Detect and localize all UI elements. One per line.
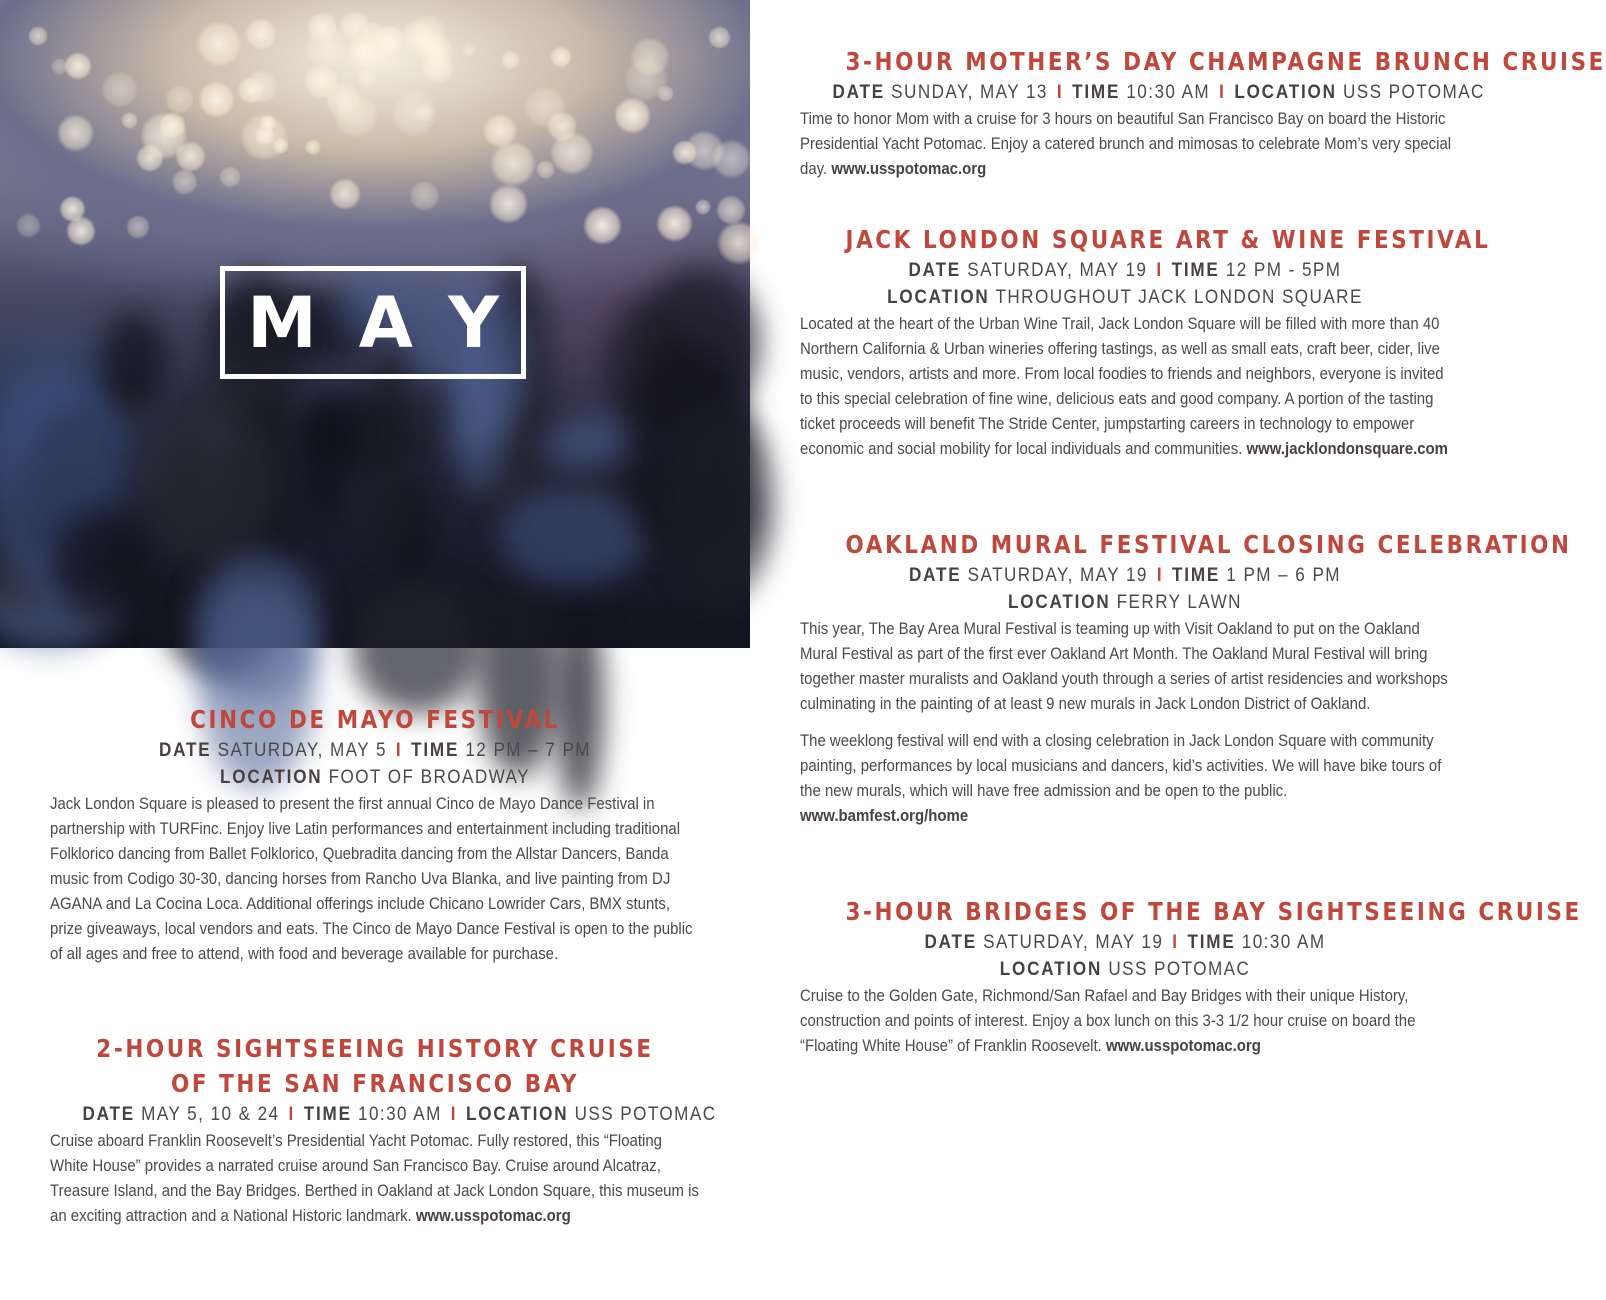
bokeh-light [630,37,670,77]
bokeh-light [245,18,277,50]
bokeh-light [159,112,186,139]
bokeh-light [16,213,41,238]
event-description: Located at the heart of the Urban Wine Trail, Jack London Square will be filled with more than 40 Northern California & Urban wineries offering tastings, as well as small eats, craft beer, cider, live music, vendors, artists and more. From local foodies to friends and neighbors, everyone is invited to this special celebration of fine wine, delicious eats and good company. A portion of the tasting ticket proceeds will benefit The Stride Center, jumpstarting careers in technology to empower economic and social mobility for local individuals and communities. www.jacklondonsquare.com [800,314,1448,458]
event-bridges-cruise [800,894,1582,1058]
bokeh-light [28,26,48,46]
event-description: Cruise aboard Franklin Roosevelt’s Presidential Yacht Potomac. Fully restored, this “Floating White House” provides a narrated cruise around San Francisco Bay. Cruise around Alcatraz, Treasure Island, and the Bay Bridges. Berthed in Oakland at Jack London Square, this museum is an exciting attraction and a National Historic landmark. www.usspotomac.org [50,1131,699,1225]
bokeh-light [64,52,92,80]
event-meta: DATE SUNDAY, MAY 13 I TIME 10:30 AM I LOCATION USS POTOMAC [832,82,1485,103]
event-description: Time to honor Mom with a cruise for 3 hours on beautiful San Francisco Bay on board the Historic Presidential Yacht Potomac. Enjoy a catered brunch and mimosas to celebrate Mom’s very special day. www.usspotomac.org [800,109,1452,178]
bokeh-light [421,51,454,84]
bokeh-light [66,216,96,246]
bokeh-light [121,112,138,129]
bokeh-light [260,115,276,131]
event-description: Jack London Square is pleased to present the first annual Cinco de Mayo Dance Festival in partnership with TURFinc. Enjoy live Latin performances and entertainment including traditional Folklorico dancing from Ballet Folklorico, Quebradita dancing from the Allstar Dancers, Banda music from Codigo 30-30, dancing horses from Rancho Uva Blanka, and live painting from DJ AGANA and La Cocina Loca. Additional offerings include Chicano Lowrider Cars, BMX stunts, prize giveaways, local vendors and eats. The Cinco de Mayo Dance Festival is open to the public of all ages and free to attend, with food and beverage available for purchase. [50,794,693,963]
bokeh-light [196,21,242,67]
bokeh-light [656,205,693,242]
crowd-silhouette [667,405,773,599]
event-title: JACK LONDON SQUARE ART & WINE FESTIVAL [845,225,1491,254]
event-location: LOCATION FERRY LAWN [1008,592,1242,613]
bokeh-light [325,82,361,118]
crowd-silhouette [500,488,644,586]
event-mothers-day-cruise [800,44,1606,181]
event-location: LOCATION FOOT OF BROADWAY [220,767,530,788]
bokeh-light [329,178,361,210]
bokeh-light [57,114,95,152]
bokeh-light [400,20,436,56]
event-meta: DATE SATURDAY, MAY 19 I TIME 10:30 AM [924,932,1326,953]
event-location: LOCATION USS POTOMAC [999,959,1251,980]
crowd-silhouette [55,507,149,621]
bokeh-light [489,184,528,223]
bokeh-light [708,26,732,50]
bokeh-light [357,69,377,89]
bokeh-light [237,77,264,104]
event-title: CINCO DE MAYO FESTIVAL [190,705,560,734]
bokeh-light [219,166,241,188]
bokeh-light [550,131,594,175]
bokeh-light [409,181,439,211]
bokeh-light [483,114,517,148]
bokeh-light [490,141,536,187]
month-frame [220,266,541,379]
bokeh-light [614,97,651,134]
crowd-silhouette [130,384,278,566]
event-url[interactable]: www.jacklondonsquare.com [1246,439,1448,458]
event-meta: DATE SATURDAY, MAY 19 I TIME 1 PM – 6 PM [909,565,1341,586]
hero-photo [0,0,750,648]
event-description: Cruise to the Golden Gate, Richmond/San Rafael and Bay Bridges with their unique History, construction and points of interest. Enjoy a box lunch on this 3-3 1/2 hour cruise on board the “Floating White House” of Franklin Roosevelt. www.usspotomac.org [800,986,1416,1055]
event-art-wine-festival [800,222,1491,461]
bokeh-light [101,71,139,109]
event-title: 3-HOUR MOTHER’S DAY CHAMPAGNE BRUNCH CRUISE [845,47,1606,76]
event-mural-festival [800,527,1572,828]
event-meta: DATE SATURDAY, MAY 19 I TIME 12 PM - 5PM [908,260,1342,281]
bokeh-light [550,46,573,69]
bokeh-light [198,81,235,118]
bokeh-light [305,139,321,155]
crowd-silhouette [362,349,418,555]
bokeh-light [126,215,150,239]
month-title: MAY [247,281,541,364]
event-history-cruise [50,1031,717,1228]
event-meta: DATE SATURDAY, MAY 5 I TIME 12 PM – 7 PM [159,740,591,761]
event-url[interactable]: www.usspotomac.org [415,1206,571,1225]
bokeh-light [171,169,197,195]
event-title: 2-HOUR SIGHTSEEING HISTORY CRUISE [96,1034,654,1063]
event-description: This year, The Bay Area Mural Festival is teaming up with Visit Oakland to put on the Oakland Mural Festival as part of the first ever Oakland Art Month. The Oakland Mural Festival will bring together master muralists and Oakland youth through a series of artist residencies and workshops culminating in the painting of at least 9 new murals in Jack London District of Oakland. [800,619,1448,713]
bokeh-light [501,50,521,70]
event-cinco-de-mayo [50,702,700,966]
crowd-silhouette [297,396,350,531]
bokeh-light [462,43,476,57]
bokeh-light [165,85,194,114]
bokeh-light [391,90,438,137]
event-meta: DATE MAY 5, 10 & 24 I TIME 10:30 AM I LOCATION USS POTOMAC [82,1104,717,1125]
event-url[interactable]: www.bamfest.org/home [800,806,969,825]
event-description-2: The weeklong festival will end with a closing celebration in Jack London Square with community painting, performances by local musicians and dancers, kid’s activities. We will have bike tours of the new murals, which will have free admission and be open to the public. www.bamfest.org/home [800,731,1442,825]
bokeh-light [339,11,371,43]
bokeh-light [695,199,711,215]
bokeh-light [657,85,674,102]
event-url[interactable]: www.usspotomac.org [831,159,987,178]
bokeh-light [175,141,206,172]
event-title: OAKLAND MURAL FESTIVAL CLOSING CELEBRATION [845,530,1572,559]
crowd-silhouette [193,552,323,702]
event-location: LOCATION THROUGHOUT JACK LONDON SQUARE [887,287,1363,308]
event-title: 3-HOUR BRIDGES OF THE BAY SIGHTSEEING CRUISE [845,897,1582,926]
crowd-silhouette [100,313,168,412]
event-title-line2: OF THE SAN FRANCISCO BAY [170,1069,580,1098]
bokeh-light [717,221,762,266]
event-url[interactable]: www.usspotomac.org [1105,1036,1261,1055]
bokeh-light [583,206,622,245]
crowd-silhouette [352,581,482,715]
bokeh-light [273,138,289,154]
bokeh-light [136,144,164,172]
